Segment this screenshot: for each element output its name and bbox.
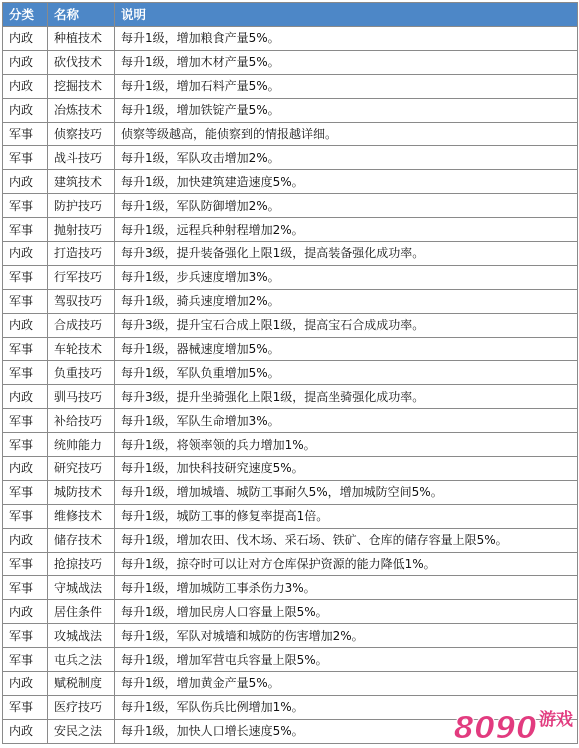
cell-name: 建筑技术 [48, 170, 115, 194]
cell-name: 驯马技巧 [48, 385, 115, 409]
cell-category: 军事 [3, 409, 48, 433]
cell-category: 军事 [3, 552, 48, 576]
cell-category: 军事 [3, 480, 48, 504]
cell-name: 防护技巧 [48, 194, 115, 218]
cell-name: 行军技巧 [48, 265, 115, 289]
cell-description: 每升1级，增加军营屯兵容量上限5%。 [115, 648, 578, 672]
cell-description: 每升3级，提升宝石合成上限1级，提高宝石合成成功率。 [115, 313, 578, 337]
cell-description: 每升1级，器械速度增加5%。 [115, 337, 578, 361]
cell-name: 驾驭技巧 [48, 289, 115, 313]
cell-name: 抢掠技巧 [48, 552, 115, 576]
table-row [3, 528, 578, 552]
cell-category: 军事 [3, 504, 48, 528]
table-row [3, 504, 578, 528]
table-row [3, 552, 578, 576]
cell-category: 内政 [3, 98, 48, 122]
table-body [3, 27, 578, 744]
table-row [3, 576, 578, 600]
cell-category: 军事 [3, 194, 48, 218]
cell-category: 内政 [3, 457, 48, 481]
cell-description: 每升1级，军队攻击增加2%。 [115, 146, 578, 170]
cell-description: 每升1级，增加铁锭产量5%。 [115, 98, 578, 122]
cell-name: 抛射技巧 [48, 218, 115, 242]
header-description: 说明 [115, 3, 578, 27]
cell-name: 研究技巧 [48, 457, 115, 481]
header-name: 名称 [48, 3, 115, 27]
watermark-text: 游戏 [539, 710, 573, 730]
cell-name: 战斗技巧 [48, 146, 115, 170]
table-row [3, 672, 578, 696]
cell-name: 合成技巧 [48, 313, 115, 337]
cell-description: 每升1级，将领率领的兵力增加1%。 [115, 433, 578, 457]
cell-category: 军事 [3, 265, 48, 289]
cell-category: 军事 [3, 624, 48, 648]
cell-category: 内政 [3, 170, 48, 194]
cell-category: 军事 [3, 648, 48, 672]
table-row [3, 480, 578, 504]
table-row [3, 218, 578, 242]
table-row [3, 122, 578, 146]
cell-category: 军事 [3, 695, 48, 719]
cell-category: 军事 [3, 146, 48, 170]
cell-description: 每升1级，增加石料产量5%。 [115, 74, 578, 98]
cell-description: 每升1级，增加城墙、城防工事耐久5%，增加城防空间5%。 [115, 480, 578, 504]
table-row [3, 409, 578, 433]
table-row [3, 385, 578, 409]
cell-category: 内政 [3, 74, 48, 98]
cell-description: 每升1级，增加粮食产量5%。 [115, 27, 578, 51]
cell-name: 屯兵之法 [48, 648, 115, 672]
cell-description: 每升3级，提升装备强化上限1级，提高装备强化成功率。 [115, 242, 578, 266]
watermark-number: 8090 [453, 711, 537, 746]
table-row [3, 146, 578, 170]
cell-name: 挖掘技术 [48, 74, 115, 98]
table-row [3, 457, 578, 481]
table-row [3, 361, 578, 385]
cell-description: 每升1级，军队生命增加3%。 [115, 409, 578, 433]
cell-description: 每升1级，军队对城墙和城防的伤害增加2%。 [115, 624, 578, 648]
cell-description: 每升1级，军队负重增加5%。 [115, 361, 578, 385]
cell-category: 内政 [3, 27, 48, 51]
table-row [3, 624, 578, 648]
cell-category: 内政 [3, 313, 48, 337]
cell-name: 城防技术 [48, 480, 115, 504]
table-row [3, 289, 578, 313]
cell-category: 内政 [3, 528, 48, 552]
cell-name: 打造技巧 [48, 242, 115, 266]
cell-category: 内政 [3, 50, 48, 74]
cell-description: 每升1级，增加农田、伐木场、采石场、铁矿、仓库的储存容量上限5%。 [115, 528, 578, 552]
cell-category: 军事 [3, 433, 48, 457]
table-row [3, 313, 578, 337]
cell-name: 冶炼技术 [48, 98, 115, 122]
cell-category: 军事 [3, 122, 48, 146]
cell-description: 每升1级，加快人口增长速度5%。 [115, 719, 578, 743]
cell-name: 砍伐技术 [48, 50, 115, 74]
cell-description: 每升3级，提升坐骑强化上限1级，提高坐骑强化成功率。 [115, 385, 578, 409]
table-row [3, 194, 578, 218]
cell-name: 负重技巧 [48, 361, 115, 385]
cell-name: 补给技巧 [48, 409, 115, 433]
cell-name: 赋税制度 [48, 672, 115, 696]
table-row [3, 648, 578, 672]
table-row [3, 265, 578, 289]
table-row [3, 242, 578, 266]
cell-description: 每升1级，城防工事的修复率提高1倍。 [115, 504, 578, 528]
cell-description: 每升1级，加快科技研究速度5%。 [115, 457, 578, 481]
cell-name: 医疗技巧 [48, 695, 115, 719]
table-row [3, 600, 578, 624]
cell-name: 守城战法 [48, 576, 115, 600]
cell-name: 统帅能力 [48, 433, 115, 457]
cell-description: 每升1级，远程兵种射程增加2%。 [115, 218, 578, 242]
cell-name: 侦察技巧 [48, 122, 115, 146]
cell-description: 每升1级，骑兵速度增加2%。 [115, 289, 578, 313]
cell-category: 内政 [3, 385, 48, 409]
cell-category: 内政 [3, 719, 48, 743]
cell-description: 侦察等级越高，能侦察到的情报越详细。 [115, 122, 578, 146]
cell-description: 每升1级，增加黄金产量5%。 [115, 672, 578, 696]
table-row [3, 337, 578, 361]
cell-category: 内政 [3, 600, 48, 624]
cell-category: 军事 [3, 576, 48, 600]
cell-description: 每升1级，加快建筑建造速度5%。 [115, 170, 578, 194]
cell-category: 军事 [3, 337, 48, 361]
cell-category: 内政 [3, 672, 48, 696]
cell-category: 军事 [3, 361, 48, 385]
table-row [3, 433, 578, 457]
cell-description: 每升1级，军队伤兵比例增加1%。 [115, 695, 578, 719]
cell-name: 种植技术 [48, 27, 115, 51]
table-header-row [3, 3, 578, 27]
cell-description: 每升1级，掠夺时可以让对方仓库保护资源的能力降低1%。 [115, 552, 578, 576]
cell-description: 每升1级，增加民房人口容量上限5%。 [115, 600, 578, 624]
technology-table [2, 2, 578, 744]
table-row [3, 74, 578, 98]
site-watermark [454, 705, 574, 744]
cell-category: 军事 [3, 218, 48, 242]
cell-name: 维修技术 [48, 504, 115, 528]
cell-name: 储存技术 [48, 528, 115, 552]
cell-name: 车轮技术 [48, 337, 115, 361]
cell-name: 居住条件 [48, 600, 115, 624]
table-row [3, 98, 578, 122]
table-row [3, 50, 578, 74]
header-category: 分类 [3, 3, 48, 27]
cell-category: 内政 [3, 242, 48, 266]
cell-name: 攻城战法 [48, 624, 115, 648]
cell-description: 每升1级，增加木材产量5%。 [115, 50, 578, 74]
cell-description: 每升1级，增加城防工事杀伤力3%。 [115, 576, 578, 600]
table-row [3, 170, 578, 194]
cell-category: 军事 [3, 289, 48, 313]
cell-name: 安民之法 [48, 719, 115, 743]
cell-description: 每升1级，步兵速度增加3%。 [115, 265, 578, 289]
table-row [3, 27, 578, 51]
cell-description: 每升1级，军队防御增加2%。 [115, 194, 578, 218]
